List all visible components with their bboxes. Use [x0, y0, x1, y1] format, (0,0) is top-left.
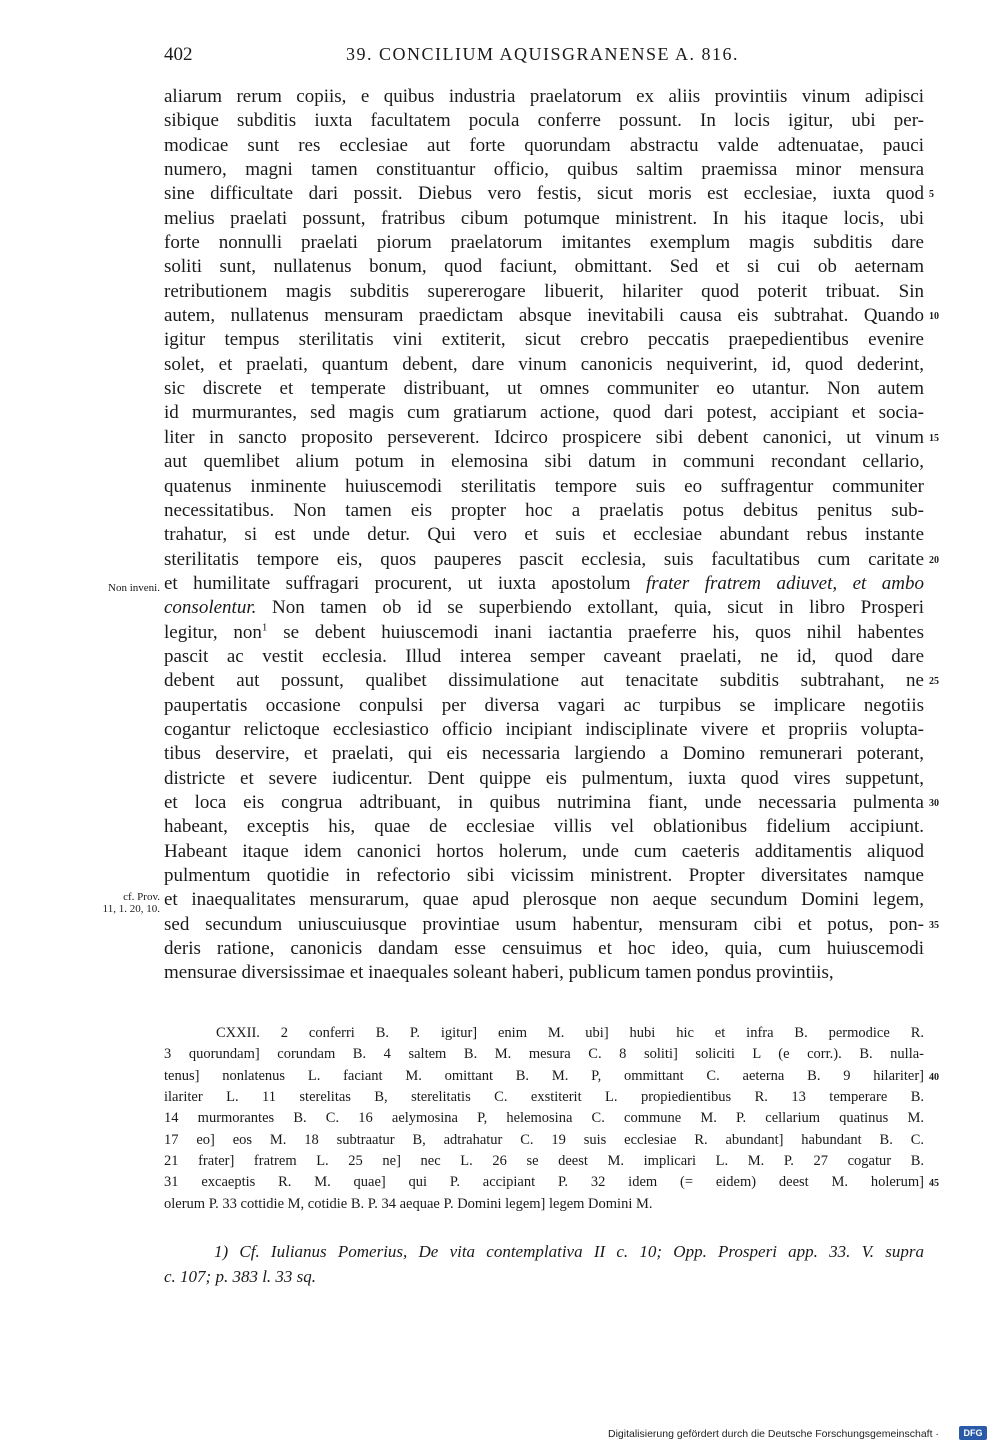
line-number: 25: [929, 676, 939, 688]
text-line: modicae sunt res ecclesiae aut forte quorundam abstractu valde adtenuatae, pauci: [164, 134, 924, 156]
apparatus-line: 14 murmorantes B. C. 16 aelymosina P, helemosina C. commune M. P. cellarium quatinus M.: [164, 1110, 924, 1127]
text-line: [164, 596, 924, 620]
text-line: debent aut possunt, qualibet dissimulatione aut tenacitate subditis subtrahant, ne: [164, 670, 924, 692]
dfg-logo: DFG: [959, 1426, 987, 1440]
text-line: cogantur relictoque ecclesiastico officio incipiant indisciplinate vivere et propriis volupta-: [164, 718, 924, 740]
apparatus-line: olerum P. 33 cottidie M, cotidie B. P. 34 aequae P. Domini legem] legem Domini M.: [164, 1195, 653, 1212]
text-line: paupertatis occasione conpulsi per diversa vagari ac turpibus se implicare negotiis: [164, 694, 924, 716]
margin-note-cf-prov-line2: 11, 1. 20, 10.: [102, 903, 160, 915]
text-segment: legitur, non: [164, 621, 262, 643]
text-line: et loca eis congrua adtribuant, in quibus nutrimina fiant, unde necessaria pulmenta: [164, 791, 924, 813]
line-number: 15: [929, 432, 939, 444]
text-line: id murmurantes, sed magis cum gratiarum actione, quod dari potest, accipiant et socia-: [164, 402, 924, 424]
text-line: et inaequalitates mensurarum, quae apud plerosque non aeque secundum Domini legem,: [164, 889, 924, 911]
text-line: soliti sunt, nullatenus bonum, quod faciunt, obmittant. Sed et si cui ob aeternam: [164, 256, 924, 278]
footnote: [164, 1239, 924, 1289]
text-line: districte et severe iudicentur. Dent quippe eis pulmentum, iuxta quod vires suppetunt,: [164, 767, 924, 789]
apparatus-line-number: 40: [929, 1071, 939, 1083]
text-line: melius praelati possunt, fratribus cibum potumque ministrent. In his itaque locis, ubi: [164, 207, 924, 229]
text-line: sine difficultate dari possit. Diebus vero festis, sicut moris est ecclesiae, iuxta quod: [164, 183, 924, 205]
footnote-line: 1) Cf. Iulianus Pomerius, De vita contemplativa II c. 10; Opp. Prosperi app. 33. V. supra: [214, 1242, 924, 1261]
text-line: sibique subditis iuxta facultatem pocula conferre possunt. In locis igitur, ubi per-: [164, 110, 924, 132]
text-line: aliarum rerum copiis, e quibus industria praelatorum ex aliis provintiis vinum adipisci: [164, 86, 924, 107]
apparatus-line: 31 excaeptis R. M. quae] qui P. accipiant P. 32 idem (= eidem) deest M. holerum]: [164, 1174, 924, 1191]
text-line: necessitatibus. Non tamen eis propter hoc a praelatis potus debitus penitus sub-: [164, 499, 924, 521]
text-line: trahatur, si est unde detur. Qui vero et suis et ecclesiae abundant rebus instante: [164, 524, 924, 546]
text-line: deris ratione, canonicis dandam esse censuimus et hoc ideo, quia, cum huiuscemodi: [164, 938, 924, 960]
text-line: numero, magni tamen constituantur officio, quibus saltim praemissa minor mensura: [164, 159, 924, 181]
line-number: 35: [929, 919, 939, 931]
text-line: pulmentum quotidie in refectorio sibi vicissim ministrent. Propter diversitates namque: [164, 865, 924, 886]
text-line: forte nonnulli praelati piorum praelatorum imitantes exemplum magis subditis dare: [164, 232, 924, 254]
margin-note-cf-prov: [88, 891, 160, 915]
line-number: 5: [929, 189, 934, 201]
line-number: 30: [929, 798, 939, 810]
footnote-line: c. 107; p. 383 l. 33 sq.: [164, 1267, 317, 1286]
apparatus-line: 21 frater] fratrem L. 25 ne] nec L. 26 se deest M. implicari L. M. P. 27 cogatur B.: [164, 1153, 924, 1170]
italic-quotation: consolentur.: [164, 597, 257, 619]
text-line: tibus deservire, et praelati, qui eis necessaria largiendo a Domino remunerari poterant,: [164, 743, 924, 765]
digitization-credit: Digitalisierung gefördert durch die Deutsche Forschungsgemeinschaft ·: [608, 1428, 939, 1440]
text-line: solet, et praelati, quantum debent, dare vinum canonicis nequiverint, id, quod dederint,: [164, 353, 924, 375]
text-line: mensurae diversissimae et inaequales soleant haberi, publicum tamen pondus provintiis,: [164, 962, 834, 984]
text-line: [164, 572, 924, 596]
text-line: retributionem magis subditis supererogare libuerit, hilariter quod poterit tribuat. Sin: [164, 280, 924, 302]
critical-apparatus: [164, 1023, 924, 1215]
text-line: habeant, exceptis his, quae de ecclesiae villis vel oblationibus fidelium accipiunt.: [164, 816, 924, 838]
footnote-marker: 1: [261, 621, 268, 634]
text-line: Habeant itaque idem canonici hortos holerum, unde cum caeteris additamentis aliquod: [164, 840, 924, 862]
margin-note-non-inveni: Non inveni.: [108, 582, 160, 594]
text-line: quatenus inminente huiuscemodi sterilitatis tempore suis eo suffragentur communiter: [164, 475, 924, 497]
italic-quotation: frater fratrem adiuvet, et ambo: [645, 572, 924, 594]
text-segment: Non tamen ob id se superbiendo extollant, quia, sicut in libro Prosperi: [256, 597, 924, 619]
apparatus-line: 3 quorundam] corundam B. 4 saltem B. M. mesura C. 8 soliti] soliciti L (e corr.). B. nulla-: [164, 1046, 924, 1063]
apparatus-line: tenus] nonlatenus L. faciant M. omittant B. M. P, ommittant C. aeterna B. 9 hilariter]: [164, 1067, 924, 1084]
line-number: 10: [929, 311, 939, 323]
text-line: sed secundum uniuscuiusque provintiae usum habentur, mensuram cibi et potus, pon-: [164, 913, 924, 935]
page-number: 402: [164, 44, 193, 65]
text-line: autem, nullatenus mensuram praedictam absque inevitabili causa eis subtrahat. Quando: [164, 305, 924, 327]
text-line: sterilitatis tempore eis, quos pauperes pascit ecclesia, suis facultatibus cum caritate: [164, 548, 924, 570]
text-segment: et humilitate suffragari procurent, ut iuxta apostolum: [164, 572, 646, 594]
text-line: [164, 621, 924, 645]
apparatus-line-number: 45: [929, 1178, 939, 1190]
text-line: aut quemlibet alium potum in elemosina sibi datum in communi recondant cellario,: [164, 451, 924, 473]
running-title: 39. CONCILIUM AQUISGRANENSE A. 816.: [346, 44, 740, 64]
text-segment: se debent huiuscemodi inani iactantia praeferre his, quos nihil habentes: [267, 621, 924, 643]
text-line: igitur tempus sterilitatis vini extiterit, sicut crebro peccatis praepedientibus evenire: [164, 329, 924, 351]
apparatus-line: ilariter L. 11 sterelitas B, sterelitatis C. exstiterit L. propiedientibus R. 13 temperare B.: [164, 1089, 924, 1106]
apparatus-line: CXXII. 2 conferri B. P. igitur] enim M. ubi] hubi hic et infra B. permodice R.: [216, 1025, 924, 1041]
text-line: sic discrete et temperate distribuant, ut omnes communiter eo utantur. Non autem: [164, 378, 924, 400]
line-number: 20: [929, 554, 939, 566]
apparatus-line: 17 eo] eos M. 18 subtraatur B, adtrahatur C. 19 suis ecclesiae R. abundant] habundant B. C.: [164, 1131, 924, 1148]
text-line: liter in sancto proposito perseverent. Idcirco prospicere sibi debent canonici, ut vinum: [164, 426, 924, 448]
main-text: [164, 85, 924, 986]
margin-note-cf-prov-line1: cf. Prov.: [123, 891, 160, 903]
text-line: pascit ac vestit ecclesia. Illud interea semper caveant praelati, ne id, quod dare: [164, 645, 924, 667]
